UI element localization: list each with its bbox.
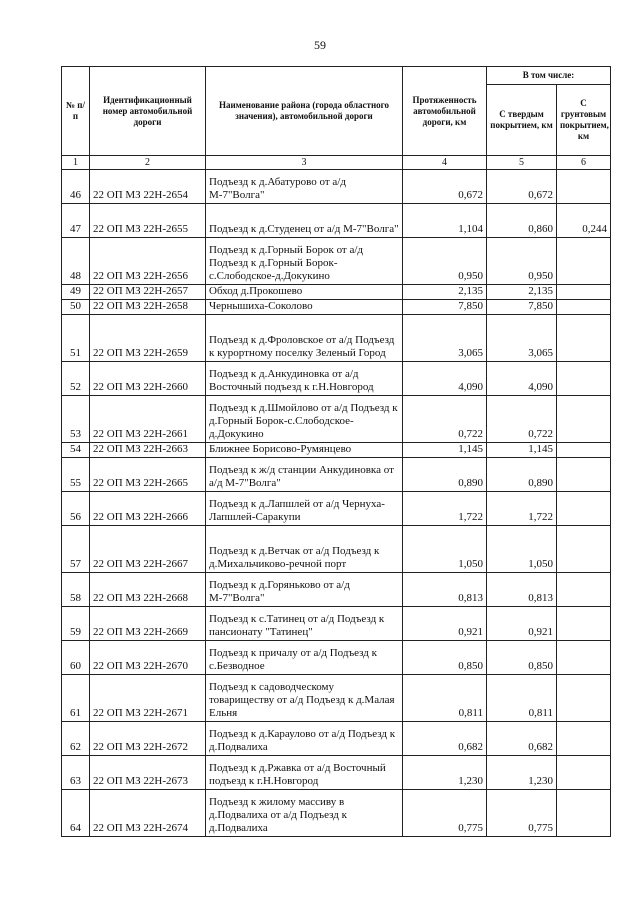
road-length: 0,890 [403, 458, 487, 492]
table-row [62, 790, 611, 837]
soil-surface-length [557, 790, 611, 837]
hard-surface-length: 0,950 [487, 238, 557, 285]
hard-surface-length: 0,722 [487, 396, 557, 443]
hard-surface-length: 0,860 [487, 204, 557, 238]
road-name: Ближнее Борисово-Румянцево [206, 443, 403, 458]
column-number: 2 [90, 156, 206, 170]
table-row [62, 300, 611, 315]
column-number: 1 [62, 156, 90, 170]
column-number: 4 [403, 156, 487, 170]
page-number: 59 [314, 38, 326, 52]
hard-surface-length: 0,682 [487, 722, 557, 756]
road-id: 22 ОП МЗ 22Н-2654 [90, 170, 206, 204]
row-number: 60 [62, 641, 90, 675]
table-row [62, 170, 611, 204]
table-row [62, 285, 611, 300]
header-including: В том числе: [487, 67, 611, 85]
header-name: Наименование района (города областного значения), автомобильной дороги [206, 67, 403, 156]
road-name: Подъезд к с.Татинец от а/д Подъезд к пансионату "Татинец" [206, 607, 403, 641]
road-length: 0,722 [403, 396, 487, 443]
road-id: 22 ОП МЗ 22Н-2666 [90, 492, 206, 526]
header-id: Идентификационный номер автомобильной дороги [90, 67, 206, 156]
row-number: 63 [62, 756, 90, 790]
road-name: Подъезд к д.Ветчак от а/д Подъезд к д.Михальчиково-речной порт [206, 526, 403, 573]
row-number: 58 [62, 573, 90, 607]
table-row [62, 675, 611, 722]
column-number: 6 [557, 156, 611, 170]
hard-surface-length: 0,811 [487, 675, 557, 722]
road-id: 22 ОП МЗ 22Н-2659 [90, 315, 206, 362]
road-name: Подъезд к ж/д станции Анкудиновка от а/д М-7"Волга" [206, 458, 403, 492]
table-header [62, 67, 611, 170]
row-number: 50 [62, 300, 90, 315]
table-row [62, 443, 611, 458]
hard-surface-length: 1,722 [487, 492, 557, 526]
table-row [62, 607, 611, 641]
road-name: Подъезд к д.Лапшлей от а/д Чернуха-Лапшлей-Саракупи [206, 492, 403, 526]
row-number: 48 [62, 238, 90, 285]
soil-surface-length: 0,244 [557, 204, 611, 238]
roads-table [61, 66, 611, 837]
road-id: 22 ОП МЗ 22Н-2670 [90, 641, 206, 675]
table-row [62, 573, 611, 607]
soil-surface-length [557, 443, 611, 458]
column-number-row [62, 156, 611, 170]
road-length: 1,145 [403, 443, 487, 458]
table-row [62, 362, 611, 396]
row-number: 64 [62, 790, 90, 837]
hard-surface-length: 0,775 [487, 790, 557, 837]
soil-surface-length [557, 315, 611, 362]
road-id: 22 ОП МЗ 22Н-2655 [90, 204, 206, 238]
road-name: Подъезд к причалу от а/д Подъезд к с.Безводное [206, 641, 403, 675]
table-row [62, 641, 611, 675]
road-name: Подъезд к д.Горный Борок от а/д Подъезд к д.Горный Борок-с.Слободское-д.Докукино [206, 238, 403, 285]
road-name: Подъезд к д.Ржавка от а/д Восточный подъезд к г.Н.Новгород [206, 756, 403, 790]
road-id: 22 ОП МЗ 22Н-2665 [90, 458, 206, 492]
road-id: 22 ОП МЗ 22Н-2656 [90, 238, 206, 285]
road-id: 22 ОП МЗ 22Н-2669 [90, 607, 206, 641]
soil-surface-length [557, 675, 611, 722]
road-name: Подъезд к д.Шмойлово от а/д Подъезд к д.Горный Борок-с.Слободское-д.Докукино [206, 396, 403, 443]
soil-surface-length [557, 300, 611, 315]
road-name: Подъезд к д.Караулово от а/д Подъезд к д.Подвалиха [206, 722, 403, 756]
row-number: 59 [62, 607, 90, 641]
table-row [62, 204, 611, 238]
header-num: № п/п [62, 67, 90, 156]
road-name: Подъезд к д.Абатурово от а/д М-7"Волга" [206, 170, 403, 204]
road-id: 22 ОП МЗ 22Н-2658 [90, 300, 206, 315]
road-length: 1,722 [403, 492, 487, 526]
header-length: Протяженность автомобильной дороги, км [403, 67, 487, 156]
table-body [62, 170, 611, 837]
road-id: 22 ОП МЗ 22Н-2667 [90, 526, 206, 573]
road-length: 3,065 [403, 315, 487, 362]
road-name: Чернышиха-Соколово [206, 300, 403, 315]
road-length: 1,104 [403, 204, 487, 238]
hard-surface-length: 0,890 [487, 458, 557, 492]
row-number: 47 [62, 204, 90, 238]
hard-surface-length: 1,145 [487, 443, 557, 458]
row-number: 57 [62, 526, 90, 573]
row-number: 55 [62, 458, 90, 492]
hard-surface-length: 7,850 [487, 300, 557, 315]
road-length: 0,775 [403, 790, 487, 837]
hard-surface-length: 0,672 [487, 170, 557, 204]
road-length: 0,921 [403, 607, 487, 641]
soil-surface-length [557, 526, 611, 573]
road-id: 22 ОП МЗ 22Н-2660 [90, 362, 206, 396]
soil-surface-length [557, 492, 611, 526]
soil-surface-length [557, 285, 611, 300]
road-id: 22 ОП МЗ 22Н-2672 [90, 722, 206, 756]
table-row [62, 315, 611, 362]
row-number: 49 [62, 285, 90, 300]
row-number: 62 [62, 722, 90, 756]
soil-surface-length [557, 756, 611, 790]
soil-surface-length [557, 722, 611, 756]
row-number: 54 [62, 443, 90, 458]
table-row [62, 722, 611, 756]
row-number: 56 [62, 492, 90, 526]
road-id: 22 ОП МЗ 22Н-2663 [90, 443, 206, 458]
header-hard: С твердым покрытием, км [487, 85, 557, 156]
road-id: 22 ОП МЗ 22Н-2661 [90, 396, 206, 443]
road-length: 4,090 [403, 362, 487, 396]
hard-surface-length: 1,230 [487, 756, 557, 790]
road-name: Подъезд к жилому массиву в д.Подвалиха от а/д Подъезд к д.Подвалиха [206, 790, 403, 837]
road-name: Подъезд к садоводческому товариществу от а/д Подъезд к д.Малая Ельня [206, 675, 403, 722]
table-row [62, 238, 611, 285]
header-soil: С грунтовым покрытием, км [557, 85, 611, 156]
road-length: 0,811 [403, 675, 487, 722]
soil-surface-length [557, 362, 611, 396]
road-name: Подъезд к д.Фроловское от а/д Подъезд к курортному поселку Зеленый Город [206, 315, 403, 362]
road-length: 2,135 [403, 285, 487, 300]
road-id: 22 ОП МЗ 22Н-2668 [90, 573, 206, 607]
hard-surface-length: 1,050 [487, 526, 557, 573]
column-number: 3 [206, 156, 403, 170]
hard-surface-length: 0,850 [487, 641, 557, 675]
table-row [62, 526, 611, 573]
row-number: 46 [62, 170, 90, 204]
row-number: 51 [62, 315, 90, 362]
table-row [62, 458, 611, 492]
road-length: 0,950 [403, 238, 487, 285]
row-number: 53 [62, 396, 90, 443]
hard-surface-length: 0,813 [487, 573, 557, 607]
row-number: 52 [62, 362, 90, 396]
road-id: 22 ОП МЗ 22Н-2673 [90, 756, 206, 790]
soil-surface-length [557, 458, 611, 492]
table-row [62, 492, 611, 526]
road-length: 0,850 [403, 641, 487, 675]
soil-surface-length [557, 238, 611, 285]
soil-surface-length [557, 641, 611, 675]
hard-surface-length: 0,921 [487, 607, 557, 641]
road-length: 0,672 [403, 170, 487, 204]
road-id: 22 ОП МЗ 22Н-2671 [90, 675, 206, 722]
road-length: 1,230 [403, 756, 487, 790]
row-number: 61 [62, 675, 90, 722]
table-row [62, 756, 611, 790]
table-row [62, 396, 611, 443]
road-name: Подъезд к д.Анкудиновка от а/д Восточный подъезд к г.Н.Новгород [206, 362, 403, 396]
road-id: 22 ОП МЗ 22Н-2657 [90, 285, 206, 300]
soil-surface-length [557, 170, 611, 204]
road-id: 22 ОП МЗ 22Н-2674 [90, 790, 206, 837]
soil-surface-length [557, 607, 611, 641]
road-name: Подъезд к д.Горяньково от а/д М-7"Волга" [206, 573, 403, 607]
soil-surface-length [557, 573, 611, 607]
road-length: 0,682 [403, 722, 487, 756]
road-length: 0,813 [403, 573, 487, 607]
road-length: 1,050 [403, 526, 487, 573]
road-name: Подъезд к д.Студенец от а/д М-7"Волга" [206, 204, 403, 238]
road-name: Обход д.Прокошево [206, 285, 403, 300]
hard-surface-length: 2,135 [487, 285, 557, 300]
road-length: 7,850 [403, 300, 487, 315]
soil-surface-length [557, 396, 611, 443]
hard-surface-length: 3,065 [487, 315, 557, 362]
column-number: 5 [487, 156, 557, 170]
hard-surface-length: 4,090 [487, 362, 557, 396]
